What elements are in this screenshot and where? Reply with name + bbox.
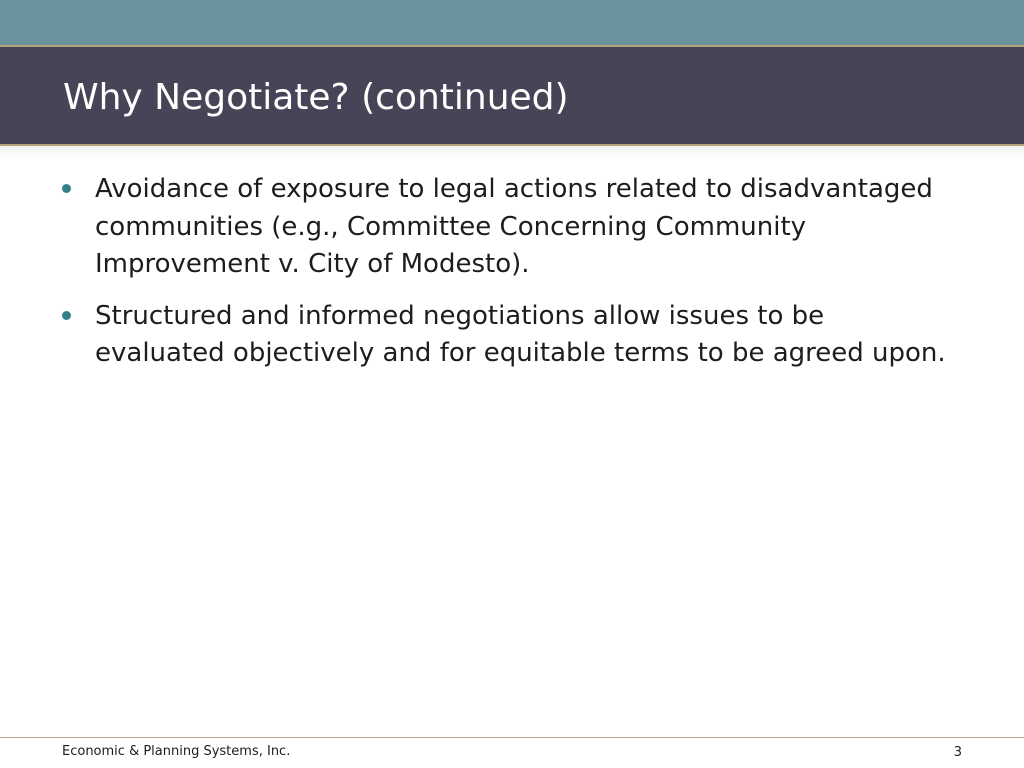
bullet-list (62, 171, 962, 387)
header-accent-band (0, 0, 1024, 45)
bullet-item (62, 298, 962, 373)
page-number: 3 (953, 745, 962, 760)
footer-company-name: Economic & Planning Systems, Inc. (62, 744, 291, 759)
title-shadow (0, 146, 1024, 158)
bullet-dot-icon (62, 184, 71, 193)
bullet-dot-icon (62, 311, 71, 320)
slide-title: Why Negotiate? (continued) (63, 77, 569, 118)
bullet-text: Structured and informed negotiations allow issues to be evaluated objectively and for equitable terms to be agreed upon. (95, 300, 946, 368)
footer-divider (0, 737, 1024, 738)
bullet-text: Avoidance of exposure to legal actions related to disadvantaged communities (e.g., Committee Concerning Community Improvement v. City of Modesto). (95, 174, 933, 279)
bullet-item (62, 171, 962, 284)
